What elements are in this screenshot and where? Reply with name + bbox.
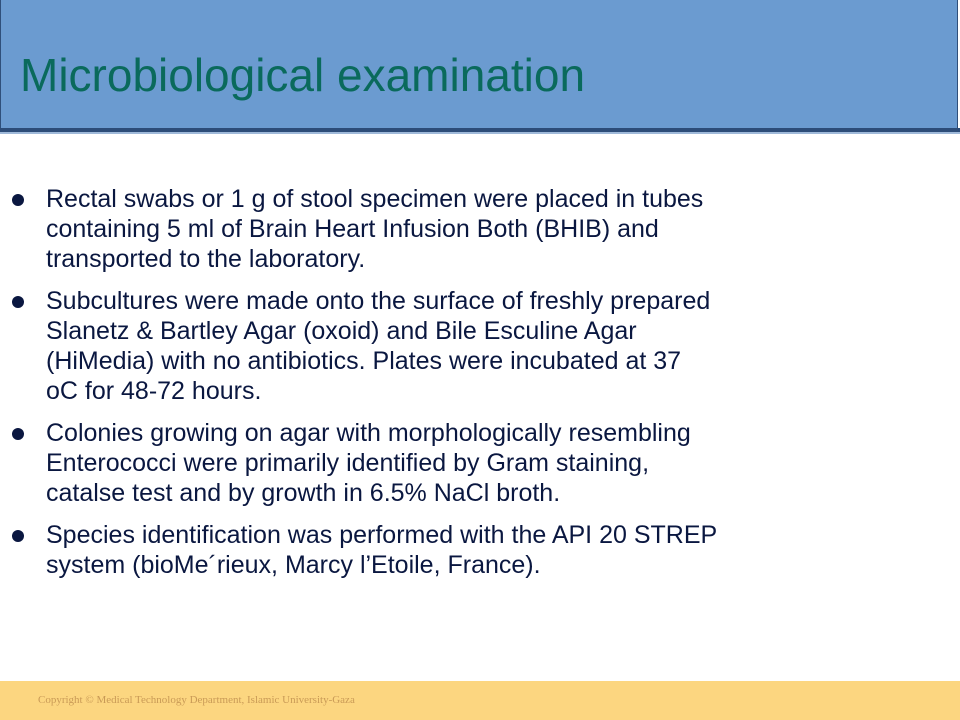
bullet-dot-icon	[12, 530, 24, 542]
bullet-item	[0, 520, 960, 580]
title-divider-highlight	[0, 132, 960, 134]
bullet-text: Rectal swabs or 1 g of stool specimen were placed in tubes containing 5 ml of Brain Heart Infusion Both (BHIB) and transported to the laboratory.	[46, 185, 704, 273]
bullet-dot-icon	[12, 194, 24, 206]
bullet-dot-icon	[12, 296, 24, 308]
bullet-item	[0, 286, 960, 406]
bullet-dot-icon	[12, 428, 24, 440]
footer-copyright: Copyright © Medical Technology Department, Islamic University-Gaza	[38, 694, 355, 706]
bullet-list	[0, 184, 960, 592]
bullet-text: Subcultures were made onto the surface of freshly prepared Slanetz & Bartley Agar (oxoid) and Bile Esculine Agar (HiMedia) with no antibiotics. Plates were incubated at 37 oC for 48-72 hours.	[46, 287, 711, 405]
bullet-text: Species identification was performed with the API 20 STREP system (bioMe´rieux, Marcy l’Etoile, France).	[46, 521, 718, 579]
bullet-item	[0, 184, 960, 274]
slide-title: Microbiological examination	[20, 49, 586, 101]
bullet-item	[0, 418, 960, 508]
bullet-text: Colonies growing on agar with morphologically resembling Enterococci were primarily identified by Gram staining, catalse test and by growth in 6.5% NaCl broth.	[46, 419, 691, 507]
